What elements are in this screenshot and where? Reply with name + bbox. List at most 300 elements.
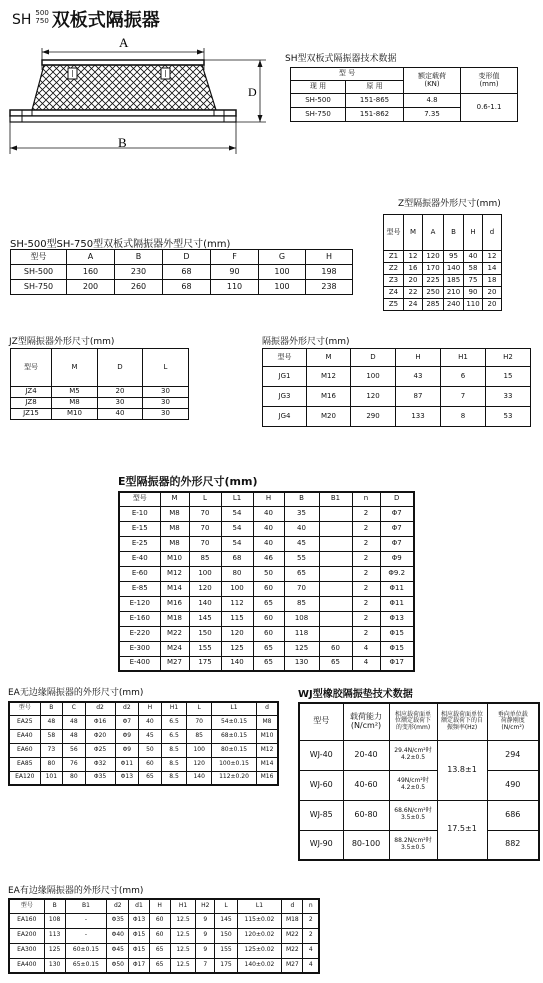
- spec-header-old: 原 用: [346, 81, 404, 94]
- ea-cell: Φ11: [115, 757, 139, 771]
- ea-cell: EA85: [9, 757, 40, 771]
- e-table: [118, 491, 415, 672]
- z-cell: 12: [483, 251, 502, 263]
- e-cell: Φ7: [380, 536, 414, 551]
- ea-cell: 101: [40, 771, 63, 785]
- e-header: M: [160, 492, 189, 506]
- wj-freq-bottom: 17.5±1: [437, 800, 487, 860]
- wj-def2: 3.5±0.5: [400, 843, 426, 851]
- e-cell: 65: [253, 641, 284, 656]
- table-row: [119, 626, 414, 641]
- e-table-caption: E型隔振器的外形尺寸(mm): [118, 475, 258, 488]
- e-header: n: [352, 492, 380, 506]
- wj-h4b: 额定载荷下的自: [440, 717, 483, 725]
- e-cell: 140: [221, 656, 253, 671]
- z-cell: 20: [483, 287, 502, 299]
- ea-edge-cell: 65±0.15: [65, 958, 106, 973]
- jg-header: 型号: [263, 349, 307, 367]
- e-cell: 80: [221, 566, 253, 581]
- ea-edge-cell: -: [65, 913, 106, 928]
- table-row: [263, 407, 531, 427]
- sh-dims-header: H: [306, 250, 353, 265]
- ea-edge-cell: 150: [215, 928, 237, 943]
- spec-deformation-value: 0.6-1.1: [461, 94, 518, 122]
- table-row: [119, 566, 414, 581]
- jz-cell: 40: [98, 409, 143, 420]
- wj-cell-deformation: [389, 830, 437, 860]
- wj-cell: 80-100: [343, 830, 389, 860]
- wj-cell-deformation: [389, 740, 437, 770]
- ea-edge-cell: 2: [303, 928, 319, 943]
- jz-header: 型号: [11, 349, 52, 387]
- spec-cell: SH-500: [291, 94, 346, 108]
- jg-cell: 8: [441, 407, 486, 427]
- table-row: [384, 287, 502, 299]
- wj-def1: 49N/cm²时: [397, 777, 429, 785]
- ea-cell: 6.5: [161, 715, 187, 729]
- e-cell: 4: [352, 656, 380, 671]
- jg-cell: 120: [351, 387, 396, 407]
- e-cell: 65: [253, 656, 284, 671]
- z-cell: 285: [423, 299, 444, 311]
- e-cell: Φ13: [380, 611, 414, 626]
- ea-cell: 85: [187, 729, 212, 743]
- wj-def2: 4.2±0.5: [400, 784, 426, 791]
- ea-edge-cell: Φ17: [129, 958, 149, 973]
- z-cell: 185: [444, 275, 464, 287]
- ea-edge-cell: M18: [282, 913, 303, 928]
- ea-edge-cell: 125: [44, 943, 65, 958]
- e-cell: E-10: [119, 506, 160, 521]
- wj-def1: 29.4N/cm²时: [394, 747, 432, 755]
- z-header: H: [464, 215, 483, 251]
- ea-edge-cell: 12.5: [170, 943, 195, 958]
- table-row: [9, 928, 319, 943]
- e-cell: [319, 536, 352, 551]
- e-cell: M8: [160, 536, 189, 551]
- jz-cell: JZ8: [11, 398, 52, 409]
- wj-def1: 88.2N/cm²时: [394, 837, 432, 845]
- ea-edge-cell: 155: [215, 943, 237, 958]
- e-cell: 145: [189, 611, 221, 626]
- z-cell: 210: [444, 287, 464, 299]
- z-table: [383, 214, 502, 311]
- ea-edge-cell: M27: [282, 958, 303, 973]
- ea-edge-cell: 9: [196, 928, 215, 943]
- e-cell: 125: [221, 641, 253, 656]
- sh-dims-header: A: [67, 250, 115, 265]
- e-header: L1: [221, 492, 253, 506]
- e-cell: 2: [352, 581, 380, 596]
- wj-cell: WJ-40: [299, 740, 343, 770]
- ea-edge-cell: 7: [196, 958, 215, 973]
- e-cell: [319, 626, 352, 641]
- z-cell: 140: [444, 263, 464, 275]
- z-table-caption: Z型隔振器外形尺寸(mm): [398, 199, 501, 209]
- e-cell: 2: [352, 626, 380, 641]
- e-cell: E-120: [119, 596, 160, 611]
- e-cell: E-220: [119, 626, 160, 641]
- e-header: B: [284, 492, 319, 506]
- ea-edge-cell: EA200: [9, 928, 44, 943]
- table-row: [299, 740, 539, 770]
- wj-cell: WJ-60: [299, 770, 343, 800]
- jg-header: H1: [441, 349, 486, 367]
- sh-dims-cell: 68: [163, 265, 211, 280]
- jg-cell: M20: [307, 407, 351, 427]
- z-cell: 24: [404, 299, 423, 311]
- e-cell: 85: [189, 551, 221, 566]
- ea-edge-cell: M22: [282, 943, 303, 958]
- e-cell: 120: [189, 581, 221, 596]
- ea-cell: 80: [40, 757, 63, 771]
- e-cell: 46: [253, 551, 284, 566]
- z-cell: 110: [464, 299, 483, 311]
- ea-cell: Φ9: [115, 743, 139, 757]
- e-cell: 70: [284, 581, 319, 596]
- e-cell: E-60: [119, 566, 160, 581]
- table-row: [299, 770, 539, 800]
- ea-edge-cell: Φ15: [129, 928, 149, 943]
- wj-h3a: 相应载荷面单: [394, 710, 431, 718]
- e-cell: 60: [253, 611, 284, 626]
- spec-header-load-unit: (KN): [424, 79, 440, 88]
- sh-dims-cell: 260: [115, 280, 163, 295]
- wj-def2: 4.2±0.5: [400, 754, 426, 761]
- z-cell: Z1: [384, 251, 404, 263]
- ea-edge-table: [8, 898, 320, 974]
- ea-cell: Φ25: [85, 743, 115, 757]
- e-cell: M12: [160, 566, 189, 581]
- title-model-numbers: [35, 9, 48, 25]
- jz-header: D: [98, 349, 143, 387]
- ea-cell: EA60: [9, 743, 40, 757]
- e-header: L: [189, 492, 221, 506]
- e-cell: 85: [284, 596, 319, 611]
- title-num-bottom: 750: [35, 17, 49, 25]
- z-cell: 120: [423, 251, 444, 263]
- e-cell: 70: [189, 536, 221, 551]
- title-name: 双板式隔振器: [51, 10, 160, 31]
- wj-h5b: 荷静刚度: [500, 717, 525, 725]
- e-cell: Φ15: [380, 641, 414, 656]
- ea-edge-cell: Φ50: [107, 958, 129, 973]
- e-header: 型号: [119, 492, 160, 506]
- ea-edge-cell: 9: [196, 943, 215, 958]
- table-row: [9, 771, 278, 785]
- ea-header: 型号: [9, 702, 40, 715]
- wj-header-model: 型号: [299, 703, 343, 740]
- spec-header-load: [404, 68, 461, 94]
- table-row: [119, 641, 414, 656]
- ea-cell: 8.5: [161, 743, 187, 757]
- table-row: [119, 536, 414, 551]
- ea-cell: Φ13: [115, 771, 139, 785]
- title-num-top: 500: [35, 9, 49, 17]
- e-cell: 60: [253, 626, 284, 641]
- wj-cell-deformation: [389, 800, 437, 830]
- ea-edge-header: B: [44, 899, 65, 913]
- e-cell: 40: [253, 521, 284, 536]
- ea-edge-cell: 2: [303, 913, 319, 928]
- e-cell: 68: [221, 551, 253, 566]
- table-row: [9, 958, 319, 973]
- jz-table: [10, 348, 189, 420]
- spec-cell: 7.35: [404, 108, 461, 122]
- ea-cell: M16: [257, 771, 279, 785]
- ea-header: H: [139, 702, 162, 715]
- table-row: [9, 729, 278, 743]
- table-row: [9, 757, 278, 771]
- spec-table: [290, 67, 518, 122]
- z-cell: 14: [483, 263, 502, 275]
- e-cell: 40: [253, 506, 284, 521]
- ea-cell: 100±0.15: [212, 757, 257, 771]
- dim-label-d: D: [248, 85, 257, 99]
- jg-header: D: [351, 349, 396, 367]
- wj-header-deformation: [389, 703, 437, 740]
- ea-cell: Φ32: [85, 757, 115, 771]
- z-cell: 95: [444, 251, 464, 263]
- e-cell: 54: [221, 521, 253, 536]
- e-cell: M8: [160, 506, 189, 521]
- jg-cell: 133: [396, 407, 441, 427]
- ea-cell: M8: [257, 715, 279, 729]
- wj-header-stiffness: [487, 703, 539, 740]
- sh-dims-header: D: [163, 250, 211, 265]
- ea-edge-cell: 12.5: [170, 928, 195, 943]
- table-row: [263, 367, 531, 387]
- ea-edge-header: H: [149, 899, 170, 913]
- jg-cell: 15: [486, 367, 531, 387]
- z-cell: 22: [404, 287, 423, 299]
- ea-edge-cell: 4: [303, 958, 319, 973]
- isolator-drawing: [4, 30, 270, 158]
- z-cell: Z5: [384, 299, 404, 311]
- jz-cell: 30: [98, 398, 143, 409]
- e-cell: [319, 551, 352, 566]
- z-cell: 40: [464, 251, 483, 263]
- e-cell: 118: [284, 626, 319, 641]
- jg-cell: 100: [351, 367, 396, 387]
- ea-edge-cell: 4: [303, 943, 319, 958]
- sh-dims-cell: 100: [259, 265, 306, 280]
- e-header: H: [253, 492, 284, 506]
- e-cell: Φ9: [380, 551, 414, 566]
- sh-dims-cell: 90: [211, 265, 259, 280]
- wj-cell: WJ-90: [299, 830, 343, 860]
- spec-header-load-text: 额定载荷: [418, 71, 447, 80]
- e-cell: 130: [284, 656, 319, 671]
- ea-edge-cell: M22: [282, 928, 303, 943]
- e-cell: 60: [253, 581, 284, 596]
- ea-cell: 140: [187, 771, 212, 785]
- jg-cell: 87: [396, 387, 441, 407]
- e-cell: E-400: [119, 656, 160, 671]
- ea-cell: EA120: [9, 771, 40, 785]
- ea-edge-cell: Φ15: [129, 943, 149, 958]
- spec-cell: SH-750: [291, 108, 346, 122]
- spec-header-deformation: [461, 68, 518, 94]
- e-cell: M24: [160, 641, 189, 656]
- z-header: 型号: [384, 215, 404, 251]
- ea-cell: 58: [40, 729, 63, 743]
- e-cell: Φ11: [380, 581, 414, 596]
- wj-def1: 68.6N/cm²时: [394, 807, 432, 815]
- ea-cell: Φ16: [85, 715, 115, 729]
- table-row: [119, 596, 414, 611]
- e-cell: 2: [352, 566, 380, 581]
- table-row: [119, 581, 414, 596]
- table-row: [11, 265, 353, 280]
- table-row: [119, 551, 414, 566]
- e-cell: M8: [160, 521, 189, 536]
- table-row: [11, 409, 189, 420]
- spec-header-new: 现 用: [291, 81, 346, 94]
- ea-edge-cell: EA400: [9, 958, 44, 973]
- ea-cell: 48: [40, 715, 63, 729]
- e-cell: [319, 506, 352, 521]
- table-row: [299, 800, 539, 830]
- wj-cell: 882: [487, 830, 539, 860]
- z-header: d: [483, 215, 502, 251]
- e-cell: M22: [160, 626, 189, 641]
- e-cell: 2: [352, 506, 380, 521]
- table-row: [119, 521, 414, 536]
- ea-edge-cell: 140±0.02: [237, 958, 282, 973]
- table-row: [384, 275, 502, 287]
- e-cell: [319, 611, 352, 626]
- z-cell: 240: [444, 299, 464, 311]
- ea-edge-cell: 113: [44, 928, 65, 943]
- ea-header: C: [63, 702, 86, 715]
- e-cell: M27: [160, 656, 189, 671]
- jg-cell: JG4: [263, 407, 307, 427]
- e-cell: 140: [189, 596, 221, 611]
- z-cell: 225: [423, 275, 444, 287]
- ea-cell: 65: [139, 771, 162, 785]
- jz-cell: 30: [143, 409, 189, 420]
- ea-cell: 54±0.15: [212, 715, 257, 729]
- ea-cell: 56: [63, 743, 86, 757]
- e-cell: 2: [352, 521, 380, 536]
- ea-header: d: [257, 702, 279, 715]
- e-cell: 40: [253, 536, 284, 551]
- e-cell: 45: [284, 536, 319, 551]
- wj-h3c: 的变形(mm): [395, 724, 431, 732]
- spec-header-def-text: 变形值: [478, 71, 500, 80]
- wj-header-load-text: 载荷能力: [350, 711, 382, 721]
- wj-cell: WJ-85: [299, 800, 343, 830]
- e-cell: E-85: [119, 581, 160, 596]
- table-row: [263, 387, 531, 407]
- ea-edge-header: L: [215, 899, 237, 913]
- z-cell: 58: [464, 263, 483, 275]
- ea-edge-cell: Φ40: [107, 928, 129, 943]
- z-cell: 20: [483, 299, 502, 311]
- table-row: [11, 387, 189, 398]
- spec-header-def-unit: (mm): [479, 79, 499, 88]
- z-cell: 90: [464, 287, 483, 299]
- wj-cell-deformation: [389, 770, 437, 800]
- ea-header: L1: [212, 702, 257, 715]
- e-cell: E-40: [119, 551, 160, 566]
- ea-edge-header: H2: [196, 899, 215, 913]
- e-cell: 4: [352, 641, 380, 656]
- wj-header-frequency: [437, 703, 487, 740]
- sh-dims-cell: 200: [67, 280, 115, 295]
- jz-cell: JZ4: [11, 387, 52, 398]
- z-cell: 18: [483, 275, 502, 287]
- ea-header: B: [40, 702, 63, 715]
- e-cell: 125: [284, 641, 319, 656]
- table-row: [384, 263, 502, 275]
- jg-cell: 53: [486, 407, 531, 427]
- ea-edge-cell: 65: [149, 943, 170, 958]
- ea-cell: 120: [187, 757, 212, 771]
- jz-cell: 30: [143, 387, 189, 398]
- e-cell: 70: [189, 506, 221, 521]
- e-cell: E-300: [119, 641, 160, 656]
- ea-cell: EA25: [9, 715, 40, 729]
- e-cell: 54: [221, 506, 253, 521]
- table-row: [11, 280, 353, 295]
- ea-edge-cell: 130: [44, 958, 65, 973]
- sh-dims-header: G: [259, 250, 306, 265]
- jz-cell: JZ15: [11, 409, 52, 420]
- z-cell: 20: [404, 275, 423, 287]
- e-cell: [319, 581, 352, 596]
- spec-table-caption: SH型双板式隔振器技术数据: [285, 54, 397, 64]
- ea-edge-header: n: [303, 899, 319, 913]
- ea-cell: Φ9: [115, 729, 139, 743]
- table-row: [384, 251, 502, 263]
- z-header: A: [423, 215, 444, 251]
- sh-dims-cell: 68: [163, 280, 211, 295]
- jz-header: L: [143, 349, 189, 387]
- z-cell: 250: [423, 287, 444, 299]
- e-cell: M10: [160, 551, 189, 566]
- wj-header-load-unit: (N/cm²): [350, 720, 382, 730]
- e-cell: M14: [160, 581, 189, 596]
- e-cell: 175: [189, 656, 221, 671]
- ea-table: [8, 701, 279, 786]
- ea-cell: 80: [63, 771, 86, 785]
- e-cell: 155: [189, 641, 221, 656]
- e-cell: Φ7: [380, 521, 414, 536]
- ea-cell: 8.5: [161, 757, 187, 771]
- jg-cell: 6: [441, 367, 486, 387]
- ea-cell: 68±0.15: [212, 729, 257, 743]
- ea-edge-cell: 175: [215, 958, 237, 973]
- table-row: [9, 715, 278, 729]
- ea-cell: 6.5: [161, 729, 187, 743]
- ea-header: d2: [85, 702, 115, 715]
- ea-edge-cell: EA160: [9, 913, 44, 928]
- e-cell: 150: [189, 626, 221, 641]
- table-row: [384, 299, 502, 311]
- e-cell: 2: [352, 596, 380, 611]
- wj-def2: 3.5±0.5: [400, 814, 426, 821]
- ea-header: d2: [115, 702, 139, 715]
- sh-dims-cell: 110: [211, 280, 259, 295]
- jg-cell: M12: [307, 367, 351, 387]
- ea-cell: Φ20: [85, 729, 115, 743]
- ea-edge-header: d: [282, 899, 303, 913]
- spec-cell: 151-862: [346, 108, 404, 122]
- ea-edge-cell: 60: [149, 913, 170, 928]
- e-cell: Φ7: [380, 506, 414, 521]
